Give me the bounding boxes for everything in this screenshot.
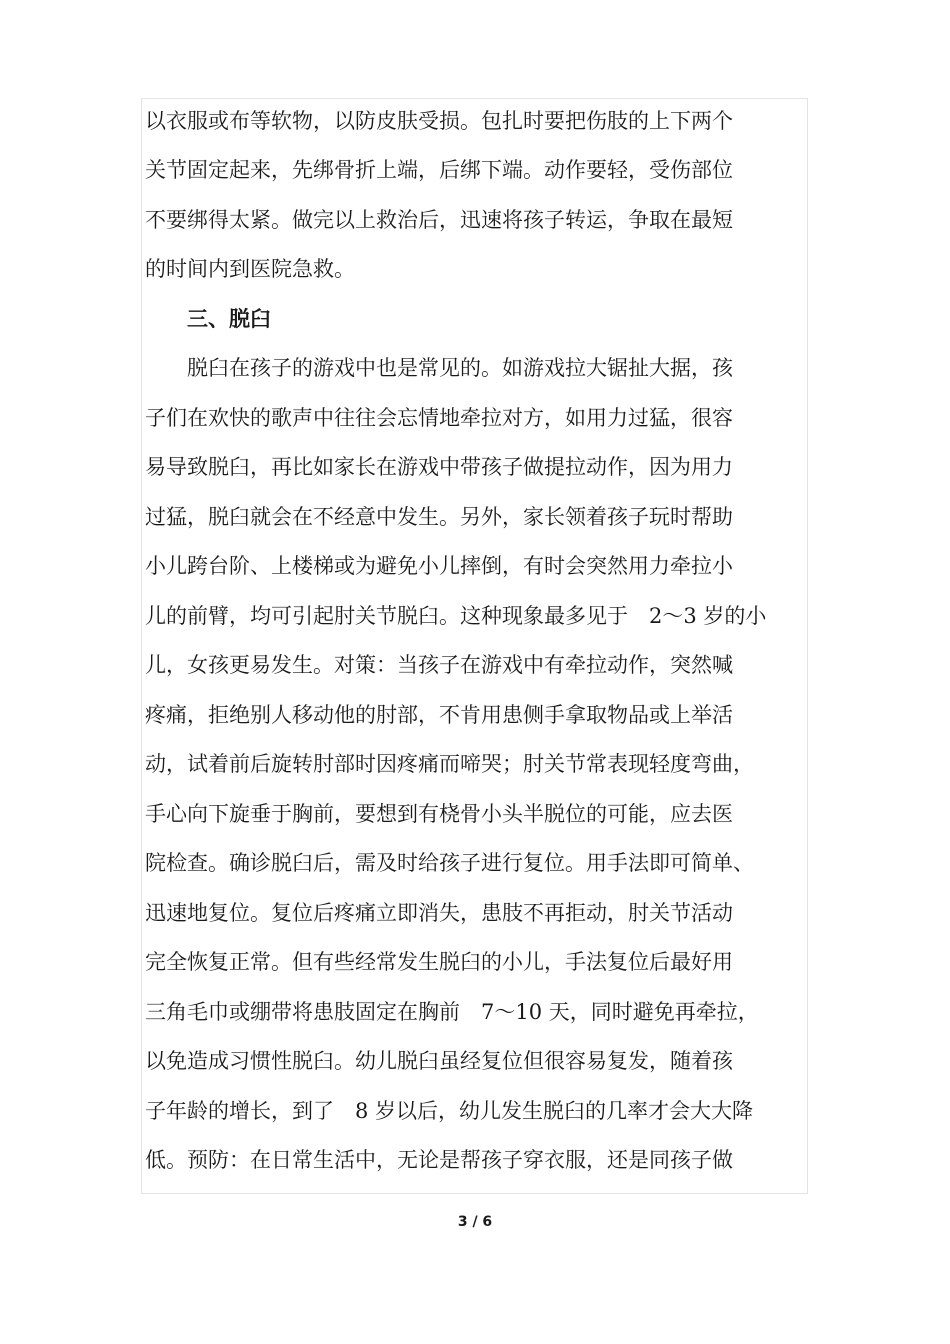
text-line: 小儿跨台阶、上楼梯或为避免小儿摔倒，有时会突然用力牵拉小 xyxy=(145,554,733,578)
text-line: 手心向下旋垂于胸前，要想到有桡骨小头半脱位的可能，应去医 xyxy=(145,802,733,826)
text-line: 关节固定起来，先绑骨折上端，后绑下端。动作要轻，受伤部位 xyxy=(145,158,733,182)
page-number: 3 / 6 xyxy=(457,1214,493,1230)
text-line: 脱臼在孩子的游戏中也是常见的。如游戏拉大锯扯大据，孩 xyxy=(145,356,733,380)
text-line: 迅速地复位。复位后疼痛立即消失，患肢不再拒动，肘关节活动 xyxy=(145,901,733,925)
text-line: 不要绑得太紧。做完以上救治后，迅速将孩子转运，争取在最短 xyxy=(145,208,733,232)
text-line: 以衣服或布等软物，以防皮肤受损。包扎时要把伤肢的上下两个 xyxy=(145,109,733,133)
text-line: 低。预防：在日常生活中，无论是帮孩子穿衣服，还是同孩子做 xyxy=(145,1148,733,1172)
text-line: 三角毛巾或绷带将患肢固定在胸前 7～10 天，同时避免再牵拉， xyxy=(145,1000,759,1024)
text-line: 易导致脱臼，再比如家长在游戏中带孩子做提拉动作，因为用力 xyxy=(145,455,733,479)
text-line: 完全恢复正常。但有些经常发生脱臼的小儿，手法复位后最好用 xyxy=(145,950,733,974)
text-line: 院检查。确诊脱臼后，需及时给孩子进行复位。用手法即可简单、 xyxy=(145,851,754,875)
text-line: 过猛，脱臼就会在不经意中发生。另外，家长领着孩子玩时帮助 xyxy=(145,505,733,529)
text-line: 以免造成习惯性脱臼。幼儿脱臼虽经复位但很容易复发，随着孩 xyxy=(145,1049,733,1073)
text-line: 儿，女孩更易发生。对策：当孩子在游戏中有牵拉动作，突然喊 xyxy=(145,653,733,677)
text-line: 的时间内到医院急救。 xyxy=(145,257,355,281)
text-line: 儿的前臂，均可引起肘关节脱臼。这种现象最多见于 2～3 岁的小 xyxy=(145,604,767,628)
section-heading: 三、脱臼 xyxy=(145,306,271,331)
text-line: 子们在欢快的歌声中往往会忘情地牵拉对方，如用力过猛，很容 xyxy=(145,406,733,430)
text-line: 疼痛，拒绝别人移动他的肘部，不肯用患侧手拿取物品或上举活 xyxy=(145,703,733,727)
text-line: 动，试着前后旋转肘部时因疼痛而啼哭；肘关节常表现轻度弯曲， xyxy=(145,752,754,776)
text-line: 子年龄的增长，到了 8 岁以后，幼儿发生脱臼的几率才会大大降 xyxy=(145,1099,754,1123)
